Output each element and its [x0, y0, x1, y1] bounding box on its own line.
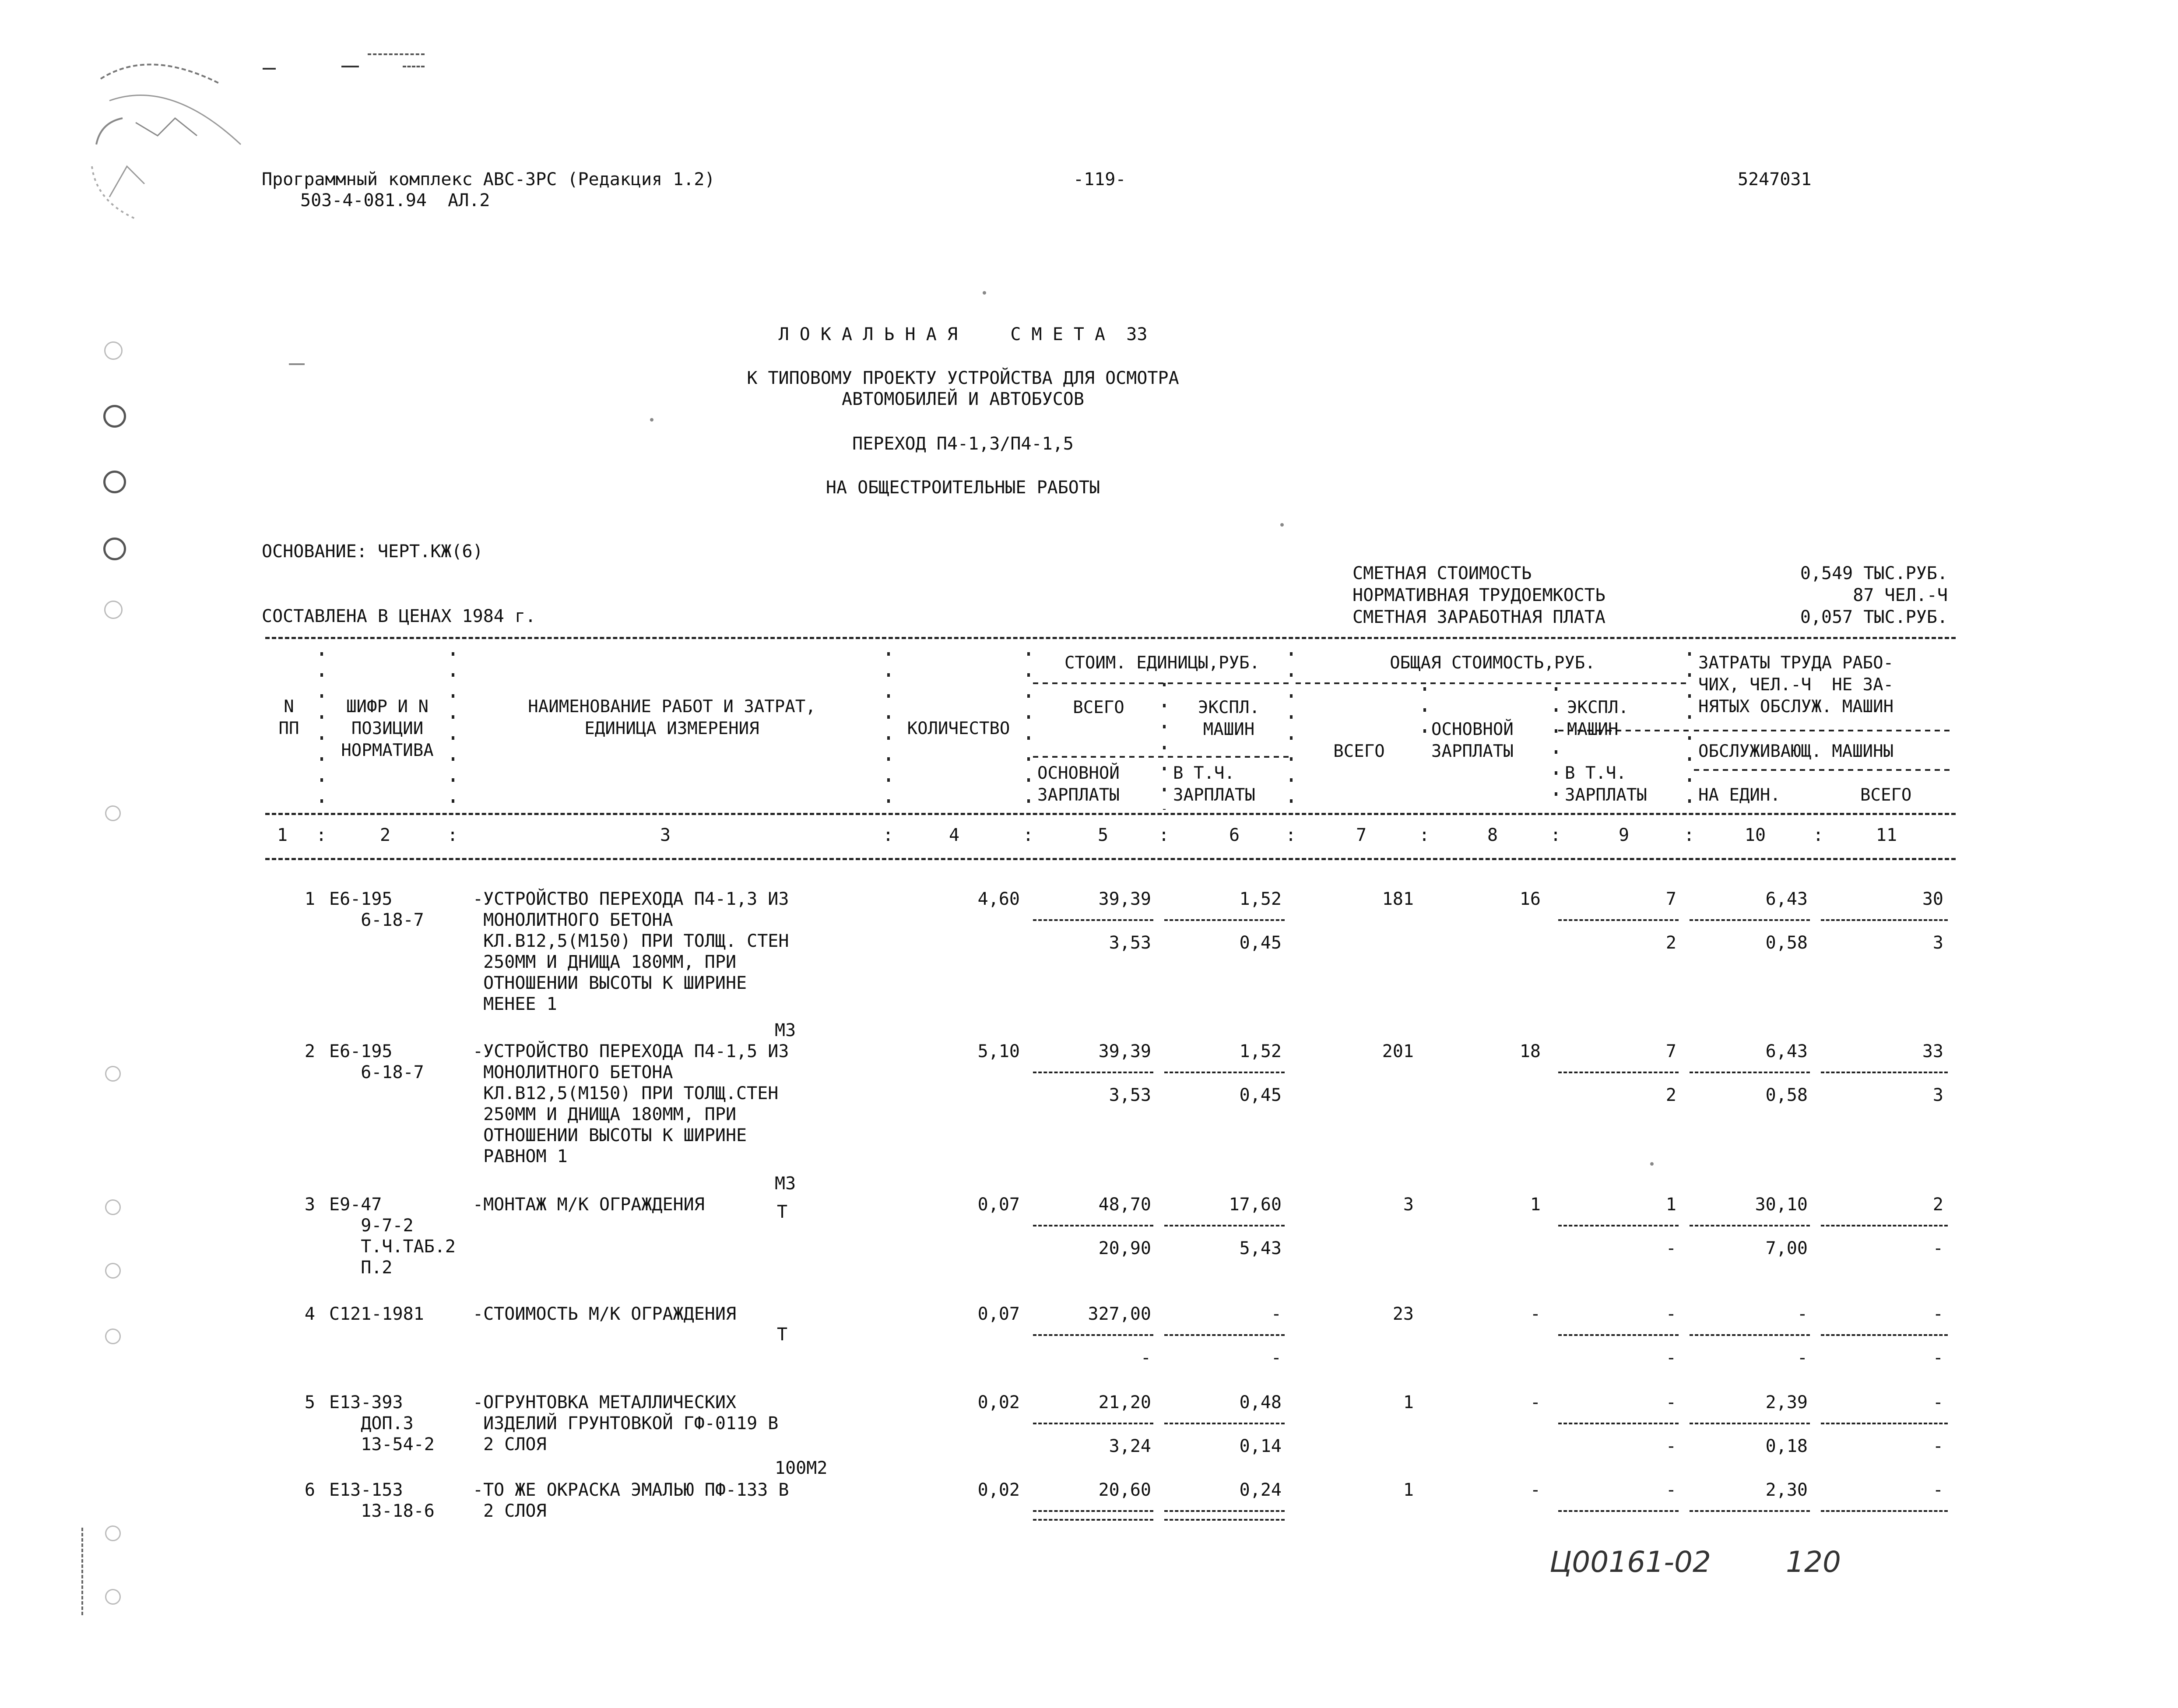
row-number: 1: [304, 889, 315, 909]
cell-u-mach_wage: 0,45: [1239, 1085, 1282, 1105]
punch-hole: [105, 1589, 121, 1605]
cell-t-mach: -: [1665, 1392, 1676, 1413]
row-number: 3: [304, 1195, 315, 1215]
col-number-separators: :: [1684, 825, 1695, 845]
cell-u-mach_wage: 0,45: [1239, 933, 1282, 953]
col-header-row-number: N ПП: [278, 697, 299, 738]
cell-l-total: 33: [1922, 1041, 1943, 1061]
cell-rule: [1164, 1334, 1285, 1336]
col-header-labor-unit: НА ЕДИН.: [1698, 785, 1781, 805]
cell-u-total: 48,70: [1098, 1195, 1151, 1215]
cell-rule: [1821, 1510, 1948, 1512]
col-header-code: ШИФР И N ПОЗИЦИИ НОРМАТИВА: [341, 697, 434, 760]
col-number-separators: :: [316, 825, 327, 845]
cell-u-mach_wage: 0,14: [1239, 1436, 1282, 1456]
cell-t-total: 23: [1392, 1304, 1414, 1324]
cell-qty: 4,60: [977, 889, 1020, 909]
cell-qty: 0,02: [977, 1480, 1020, 1500]
row-unit: Т: [777, 1202, 788, 1222]
cell-l-unit: 6,43: [1765, 1041, 1808, 1061]
col-number-separators: :: [1419, 825, 1430, 845]
subtitle-objects: АВТОМОБИЛЕЙ И АВТОБУСОВ: [842, 389, 1084, 409]
cell-l-total: -: [1932, 1304, 1943, 1324]
cell-rule: [1690, 1423, 1810, 1424]
cell-rule: [1033, 1510, 1153, 1512]
row-unit: 100М2: [775, 1458, 828, 1478]
cell-u-mach_wage: 5,43: [1239, 1238, 1282, 1258]
cell-t-total: 1: [1403, 1480, 1414, 1500]
punch-hole: [103, 405, 126, 428]
basis-text: ОСНОВАНИЕ: ЧЕРТ.КЖ(6): [262, 541, 483, 562]
cell-rule: [1164, 1072, 1285, 1073]
cell-u-total: 39,39: [1098, 1041, 1151, 1061]
row-code: Е9-47 9-7-2 Т.Ч.ТАБ.2 П.2: [329, 1195, 456, 1278]
cell-s-unit: 0,18: [1765, 1436, 1808, 1456]
row-unit: М3: [775, 1020, 796, 1040]
cell-s-total: -: [1932, 1238, 1943, 1258]
cell-u-total: 20,60: [1098, 1480, 1151, 1500]
cell-l-total: -: [1932, 1392, 1943, 1413]
punch-hole: [103, 471, 126, 493]
cell-rule: [1690, 1334, 1810, 1336]
punch-hole: [105, 1199, 121, 1215]
cell-rule: [1033, 1423, 1153, 1424]
punch-hole: [105, 1066, 121, 1082]
punch-hole: [105, 1328, 121, 1344]
cell-u-wage: -: [1140, 1348, 1151, 1368]
subtitle-transition: ПЕРЕХОД П4-1,3/П4-1,5: [852, 434, 1074, 454]
col-number-separators: :: [1023, 825, 1034, 845]
col-number: 8: [1487, 825, 1498, 845]
cell-rule: [1033, 1072, 1153, 1073]
col-header-unit-total: ВСЕГО: [1073, 698, 1124, 717]
summary-label: СМЕТНАЯ ЗАРАБОТНАЯ ПЛАТА: [1352, 607, 1605, 627]
cell-u-mach: 1,52: [1239, 1041, 1282, 1061]
row-code: Е6-195 6-18-7: [329, 889, 424, 930]
cell-u-mach: 0,24: [1239, 1480, 1282, 1500]
col-number: 6: [1229, 825, 1240, 845]
cell-u-wage: 3,24: [1109, 1436, 1151, 1456]
col-header-unit-machines: ЭКСПЛ. МАШИН: [1198, 698, 1260, 739]
row-number: 5: [304, 1392, 315, 1413]
col-number-separators: :: [1550, 825, 1561, 845]
cell-t-mach: -: [1665, 1304, 1676, 1324]
summary-value: 87 ЧЕЛ.-Ч: [1853, 585, 1948, 605]
cell-rule: [1821, 1225, 1948, 1227]
col-number-separators: :: [1813, 825, 1824, 845]
col-number-separators: :: [1286, 825, 1296, 845]
col-number: 2: [379, 825, 391, 845]
cell-u-mach_wage: -: [1271, 1348, 1282, 1368]
cell-u-mach: -: [1271, 1304, 1282, 1324]
cell-rule: [1558, 1510, 1679, 1512]
punch-hole: [104, 601, 123, 619]
punch-hole: [103, 538, 126, 560]
cell-rule: [1821, 1423, 1948, 1424]
col-number: 10: [1744, 825, 1766, 845]
cell-u-mach: 1,52: [1239, 889, 1282, 909]
cell-t-mach: 1: [1665, 1195, 1676, 1215]
cell-t-total: 181: [1382, 889, 1414, 909]
cell-rule: [1164, 1423, 1285, 1424]
summary-value: 0,549 ТЫС.РУБ.: [1800, 563, 1948, 583]
handwritten-code: Ц00161-02: [1549, 1545, 1711, 1579]
col-header-total-wage: ОСНОВНОЙ ЗАРПЛАТЫ: [1431, 720, 1514, 761]
cell-rule: [1690, 1225, 1810, 1227]
row-code: С121-1981: [329, 1304, 424, 1324]
col-header-labor: ЗАТРАТЫ ТРУДА РАБО- ЧИХ, ЧЕЛ.-Ч НЕ ЗА- НЯТЫХ ОБСЛУЖ. МАШИН: [1698, 653, 1894, 717]
summary-label: СМЕТНАЯ СТОИМОСТЬ: [1352, 563, 1532, 583]
row-number: 6: [304, 1480, 315, 1500]
row-name: -УСТРОЙСТВО ПЕРЕХОДА П4-1,5 ИЗ МОНОЛИТНОГО БЕТОНА КЛ.В12,5(М150) ПРИ ТОЛЩ.СТЕН 250ММ И ДНИЩА 180ММ, ПРИ ОТНОШЕНИИ ВЫСОТЫ К ШИРИНЕ РАВНОМ 1: [473, 1041, 789, 1167]
cell-rule: [1033, 919, 1153, 921]
col-header-quantity: КОЛИЧЕСТВО: [907, 719, 1010, 738]
cell-rule: [1558, 1225, 1679, 1227]
cell-t-mach_wage: 2: [1665, 933, 1676, 953]
col-header-name: НАИМЕНОВАНИЕ РАБОТ И ЗАТРАТ, ЕДИНИЦА ИЗМЕРЕНИЯ: [528, 697, 816, 738]
cell-rule: [1690, 1510, 1810, 1512]
cell-u-wage: 3,53: [1109, 933, 1151, 953]
col-header-labor-total: ВСЕГО: [1860, 785, 1912, 805]
cell-rule: [1164, 919, 1285, 921]
row-unit: М3: [775, 1174, 796, 1194]
col-number: 7: [1356, 825, 1367, 845]
handwritten-page: 120: [1786, 1545, 1841, 1579]
row-name: -ОГРУНТОВКА МЕТАЛЛИЧЕСКИХ ИЗДЕЛИЙ ГРУНТОВКОЙ ГФ-0119 В 2 СЛОЯ: [473, 1392, 779, 1455]
cell-l-total: 30: [1922, 889, 1943, 909]
row-name: -УСТРОЙСТВО ПЕРЕХОДА П4-1,3 ИЗ МОНОЛИТНОГО БЕТОНА КЛ.В12,5(М150) ПРИ ТОЛЩ. СТЕН 250ММ И ДНИЩА 180ММ, ПРИ ОТНОШЕНИИ ВЫСОТЫ К ШИРИНЕ МЕНЕЕ 1: [473, 889, 789, 1014]
cell-t-mach_wage: 2: [1665, 1085, 1676, 1105]
col-number-separators: :: [447, 825, 458, 845]
row-code: Е13-153 13-18-6: [329, 1480, 435, 1521]
cell-rule: [1033, 1225, 1153, 1227]
cell-t-wage: -: [1530, 1392, 1541, 1413]
col-number: 5: [1097, 825, 1109, 845]
cell-l-unit: 6,43: [1765, 889, 1808, 909]
cell-l-unit: 2,30: [1765, 1480, 1808, 1500]
cell-rule: [1558, 919, 1679, 921]
col-number-separators: :: [1159, 825, 1170, 845]
cell-t-mach_wage: -: [1665, 1436, 1676, 1456]
row-name: -МОНТАЖ М/К ОГРАЖДЕНИЯ: [473, 1195, 705, 1215]
col-header-unit-wage: ОСНОВНОЙ ЗАРПЛАТЫ: [1037, 763, 1120, 805]
cell-t-wage: -: [1530, 1304, 1541, 1324]
cell-t-wage: 18: [1519, 1041, 1541, 1061]
cell-qty: 0,07: [977, 1304, 1020, 1324]
cell-rule: [1821, 919, 1948, 921]
cell-rule: [1164, 1510, 1285, 1512]
stamp-mark: [83, 53, 267, 228]
row-name: -СТОИМОСТЬ М/К ОГРАЖДЕНИЯ: [473, 1304, 737, 1324]
cell-qty: 0,07: [977, 1195, 1020, 1215]
cell-rule: [1558, 1334, 1679, 1336]
cell-t-mach: 7: [1665, 889, 1676, 909]
col-number-separators: :: [883, 825, 894, 845]
page-title: Л О К А Л Ь Н А Я С М Е Т А 33: [778, 324, 1148, 344]
table-top-rule: [265, 637, 1956, 639]
cell-u-wage: 3,53: [1109, 1085, 1151, 1105]
cell-t-mach_wage: -: [1665, 1348, 1676, 1368]
cell-u-total: 21,20: [1098, 1392, 1151, 1413]
cell-rule: [1033, 1334, 1153, 1336]
col-header-unit-cost: СТОИМ. ЕДИНИЦЫ,РУБ.: [1064, 653, 1260, 673]
subtitle-works: НА ОБЩЕСТРОИТЕЛЬНЫЕ РАБОТЫ: [826, 478, 1100, 498]
col-number: 1: [277, 825, 288, 845]
cell-s-total: 3: [1932, 1085, 1943, 1105]
cell-s-unit: 0,58: [1765, 1085, 1808, 1105]
cell-l-total: -: [1932, 1480, 1943, 1500]
cell-rule: [1164, 1519, 1285, 1521]
cell-rule: [1690, 919, 1810, 921]
col-header-total-cost: ОБЩАЯ СТОИМОСТЬ,РУБ.: [1390, 653, 1595, 673]
cell-l-unit: 2,39: [1765, 1392, 1808, 1413]
col-number: 11: [1876, 825, 1897, 845]
page-number: -119-: [1073, 169, 1126, 190]
summary-value: 0,057 ТЫС.РУБ.: [1800, 607, 1948, 627]
cell-l-total: 2: [1932, 1195, 1943, 1215]
cell-t-total: 1: [1403, 1392, 1414, 1413]
cell-t-wage: 1: [1530, 1195, 1541, 1215]
cell-u-total: 39,39: [1098, 889, 1151, 909]
cell-s-unit: 0,58: [1765, 933, 1808, 953]
cell-t-mach_wage: -: [1665, 1238, 1676, 1258]
row-unit: Т: [777, 1325, 788, 1345]
cell-u-total: 327,00: [1088, 1304, 1151, 1324]
col-number: 3: [660, 825, 671, 845]
row-code: Е13-393 ДОП.3 13-54-2: [329, 1392, 435, 1455]
row-number: 4: [304, 1304, 315, 1324]
cell-t-mach: -: [1665, 1480, 1676, 1500]
cell-qty: 0,02: [977, 1392, 1020, 1413]
cell-t-mach: 7: [1665, 1041, 1676, 1061]
cell-u-mach: 17,60: [1229, 1195, 1282, 1215]
row-name: -ТО ЖЕ ОКРАСКА ЭМАЛЬЮ ПФ-133 В 2 СЛОЯ: [473, 1480, 789, 1521]
prices-text: СОСТАВЛЕНА В ЦЕНАХ 1984 г.: [262, 606, 536, 626]
cell-rule: [1164, 1225, 1285, 1227]
cell-s-total: -: [1932, 1348, 1943, 1368]
col-header-total-machine-wage: В Т.Ч. ЗАРПЛАТЫ: [1565, 763, 1647, 805]
cell-t-wage: 16: [1519, 889, 1541, 909]
cell-u-mach: 0,48: [1239, 1392, 1282, 1413]
cell-rule: [1033, 1519, 1153, 1521]
punch-hole: [105, 1263, 121, 1279]
col-number: 9: [1618, 825, 1630, 845]
cell-l-unit: 30,10: [1755, 1195, 1808, 1215]
col-header-total-machines: ЭКСПЛ. МАШИН: [1567, 698, 1629, 739]
cell-rule: [1690, 1072, 1810, 1073]
cell-rule: [1821, 1072, 1948, 1073]
cell-s-total: 3: [1932, 933, 1943, 953]
punch-hole: [105, 1525, 121, 1541]
col-header-labor-service: ОБСЛУЖИВАЮЩ. МАШИНЫ: [1698, 742, 1894, 761]
row-number: 2: [304, 1041, 315, 1061]
summary-label: НОРМАТИВНАЯ ТРУДОЕМКОСТЬ: [1352, 585, 1605, 605]
project-code: 503-4-081.94 АЛ.2: [300, 190, 490, 211]
cell-rule: [1558, 1072, 1679, 1073]
table-numbers-rule: [265, 858, 1956, 860]
cell-qty: 5,10: [977, 1041, 1020, 1061]
punch-hole: [104, 341, 123, 360]
cell-t-total: 201: [1382, 1041, 1414, 1061]
cell-l-unit: -: [1797, 1304, 1808, 1324]
cell-s-unit: 7,00: [1765, 1238, 1808, 1258]
cell-rule: [1558, 1423, 1679, 1424]
subtitle-project: К ТИПОВОМУ ПРОЕКТУ УСТРОЙСТВА ДЛЯ ОСМОТРА: [747, 368, 1179, 388]
col-header-unit-machine-wage: В Т.Ч. ЗАРПЛАТЫ: [1173, 763, 1255, 805]
cell-rule: [1821, 1334, 1948, 1336]
cell-s-unit: -: [1797, 1348, 1808, 1368]
program-name: Программный комплекс АВС-ЗРС (Редакция 1.2): [262, 169, 715, 190]
cell-u-wage: 20,90: [1098, 1238, 1151, 1258]
cell-t-wage: -: [1530, 1480, 1541, 1500]
table-header-rule: [265, 813, 1956, 815]
col-number: 4: [948, 825, 960, 845]
row-code: Е6-195 6-18-7: [329, 1041, 424, 1082]
col-header-total-all: ВСЕГО: [1333, 742, 1385, 761]
cell-s-total: -: [1932, 1436, 1943, 1456]
cell-t-total: 3: [1403, 1195, 1414, 1215]
document-number: 5247031: [1738, 169, 1812, 190]
